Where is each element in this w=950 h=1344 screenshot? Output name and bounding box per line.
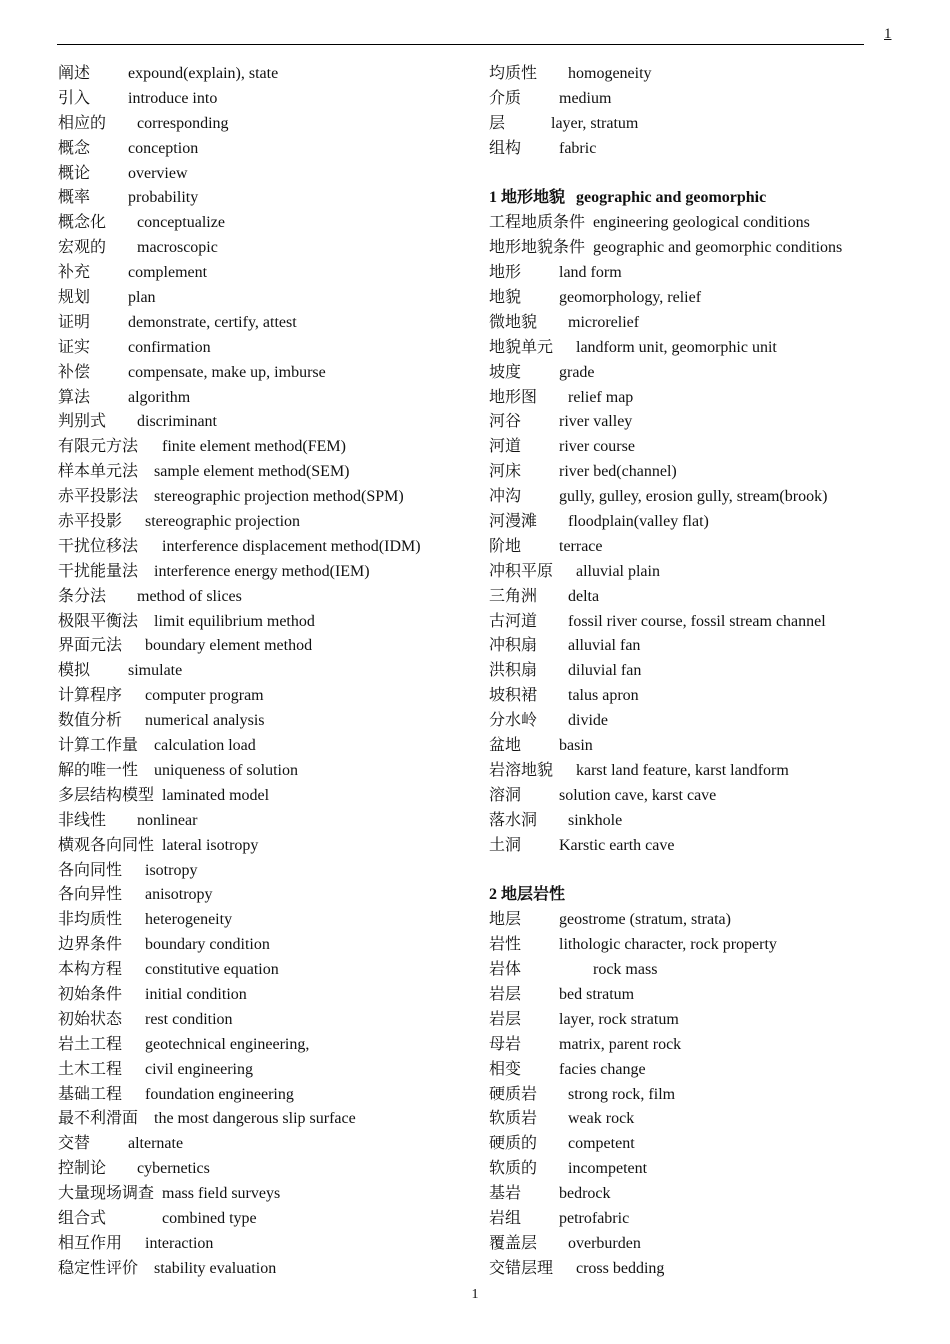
glossary-entry [58,709,478,734]
glossary-entry [489,460,929,485]
footer-page-number: 1 [471,1287,479,1302]
term-chinese: 岩组 [489,1209,522,1227]
term-english: talus apron [568,687,639,705]
glossary-entry [58,1182,478,1207]
glossary-entry [58,1257,478,1282]
term-chinese: 基岩 [489,1185,522,1203]
term-english: civil engineering [145,1060,253,1078]
term-english: solution cave, karst cave [559,786,717,804]
term-chinese: 河床 [489,463,522,481]
glossary-entry [58,585,478,610]
glossary-entry [489,859,929,884]
glossary-entry [489,162,929,187]
glossary-entry [58,87,478,112]
term-english: sinkhole [568,811,623,829]
term-english: boundary element method [145,637,313,655]
term-english: interference energy method(IEM) [154,562,370,580]
glossary-entry [489,62,929,87]
term-chinese: 补充 [58,264,91,282]
glossary-entry [489,1132,929,1157]
term-chinese: 岩溶地貌 [489,761,554,779]
glossary-entry [489,336,929,361]
term-english: engineering geological conditions [593,214,810,232]
term-chinese: 交错层理 [489,1259,554,1277]
glossary-entry [489,809,929,834]
glossary-entry [58,112,478,137]
glossary-entry [58,859,478,884]
glossary-entry [58,883,478,908]
term-english: delta [568,587,600,605]
term-chinese: 阶地 [489,537,522,555]
glossary-entry [489,1083,929,1108]
term-english: rock mass [593,961,658,979]
term-chinese: 岩层 [489,985,522,1003]
term-english: introduce into [128,89,218,107]
glossary-entry [489,112,929,137]
term-chinese: 土洞 [489,836,522,854]
term-chinese: 界面元法 [58,637,123,655]
term-english: matrix, parent rock [559,1035,682,1053]
term-english: incompetent [568,1160,648,1178]
term-chinese: 地貌单元 [489,338,554,356]
glossary-entry [58,485,478,510]
term-chinese: 规划 [58,289,91,307]
term-chinese: 地层 [489,911,522,929]
term-chinese: 岩体 [489,961,522,979]
term-english: conceptualize [137,214,225,232]
term-chinese: 地形地貌条件 [489,239,586,257]
glossary-entry [489,386,929,411]
glossary-entry [58,784,478,809]
term-english: river course [559,438,635,456]
term-english: river valley [559,413,633,431]
glossary-entry [489,1008,929,1033]
glossary-entry [58,510,478,535]
term-chinese: 概论 [58,164,91,182]
glossary-entry [58,908,478,933]
term-english: stereographic projection method(SPM) [154,488,404,506]
term-english: computer program [145,687,264,705]
glossary-entry [489,361,929,386]
glossary-entry [58,983,478,1008]
glossary-entry [489,410,929,435]
glossary-entry [489,1033,929,1058]
term-chinese: 证明 [58,313,91,331]
glossary-entry [58,361,478,386]
glossary-entry [489,137,929,162]
term-chinese: 地形 [489,264,522,282]
term-english: interaction [145,1234,214,1252]
glossary-entry [58,162,478,187]
glossary-entry [58,286,478,311]
term-english: alluvial fan [568,637,641,655]
term-chinese: 分水岭 [489,712,538,730]
glossary-entry [489,236,929,261]
glossary-entry [58,211,478,236]
term-english: basin [559,737,593,755]
term-chinese: 河漫滩 [489,513,538,531]
term-chinese: 最不利滑面 [58,1110,139,1128]
glossary-entry [58,834,478,859]
term-english: layer, stratum [551,114,639,132]
glossary-entry [489,311,929,336]
term-chinese: 母岩 [489,1035,522,1053]
glossary-entry [489,560,929,585]
term-english: algorithm [128,388,191,406]
right-glossary-column [489,62,929,1282]
term-chinese: 岩性 [489,936,522,954]
glossary-entry [489,634,929,659]
glossary-entry [58,386,478,411]
term-chinese: 基础工程 [58,1085,123,1103]
term-chinese: 相变 [489,1060,522,1078]
term-chinese: 介质 [489,89,522,107]
term-english: microrelief [568,313,640,331]
term-chinese: 土木工程 [58,1060,123,1078]
term-chinese: 河道 [489,438,522,456]
glossary-entry [489,211,929,236]
glossary-entry [58,62,478,87]
term-chinese: 本构方程 [58,961,123,979]
glossary-entry [489,510,929,535]
term-chinese: 模拟 [58,662,91,680]
term-chinese: 组合式 [58,1209,107,1227]
term-english: mass field surveys [162,1185,281,1203]
glossary-entry [489,734,929,759]
term-chinese: 地形图 [489,388,538,406]
glossary-entry [489,759,929,784]
term-english: combined type [162,1209,257,1227]
header-page-number: 1 [884,26,892,42]
glossary-entry [489,933,929,958]
term-english: terrace [559,537,603,555]
term-chinese: 各向同性 [58,861,123,879]
term-english: floodplain(valley flat) [568,513,709,531]
term-chinese: 冲积扇 [489,637,538,655]
term-chinese: 落水洞 [489,811,538,829]
glossary-entry [58,336,478,361]
term-chinese: 覆盖层 [489,1234,538,1252]
glossary-entry [489,659,929,684]
term-english: laminated model [162,786,270,804]
glossary-entry [489,1058,929,1083]
glossary-entry [58,560,478,585]
term-english: fabric [559,139,597,157]
glossary-entry [58,933,478,958]
term-english: fossil river course, fossil stream channel [568,612,826,630]
term-chinese: 初始状态 [58,1010,123,1028]
term-english: relief map [568,388,634,406]
term-chinese: 三角洲 [489,587,538,605]
term-english: facies change [559,1060,646,1078]
term-chinese: 有限元方法 [58,438,139,456]
glossary-entry [58,435,478,460]
term-english: river bed(channel) [559,463,677,481]
term-english: simulate [128,662,183,680]
term-english: layer, rock stratum [559,1010,679,1028]
term-english: landform unit, geomorphic unit [576,338,777,356]
glossary-entry [489,709,929,734]
glossary-entry [489,983,929,1008]
term-chinese: 样本单元法 [58,463,139,481]
term-chinese: 判别式 [58,413,107,431]
glossary-entry [489,1257,929,1282]
term-chinese: 横观各向同性 [58,836,155,854]
term-chinese: 坡积裙 [489,687,538,705]
term-chinese: 硬质岩 [489,1085,538,1103]
term-chinese: 多层结构模型 [58,786,155,804]
term-english: demonstrate, certify, attest [128,313,297,331]
term-chinese: 数值分析 [58,712,123,730]
term-english: complement [128,264,208,282]
glossary-entry [489,958,929,983]
term-chinese: 宏观的 [58,239,107,257]
term-chinese: 概念 [58,139,91,157]
term-chinese: 交替 [58,1135,91,1153]
term-english: homogeneity [568,65,652,82]
term-english: isotropy [145,861,198,879]
glossary-entry [489,784,929,809]
term-english: geographic and geomorphic conditions [593,239,843,257]
glossary-entry [58,1132,478,1157]
term-english: stability evaluation [154,1259,277,1277]
term-chinese: 组构 [489,139,522,157]
term-english: gully, gulley, erosion gully, stream(brook) [559,488,828,506]
term-english: plan [128,289,156,307]
term-chinese: 边界条件 [58,936,123,954]
term-chinese: 赤平投影 [58,513,123,531]
term-english: uniqueness of solution [154,761,298,779]
term-chinese: 非均质性 [58,911,123,929]
term-chinese: 引入 [58,89,91,107]
term-english: lithologic character, rock property [559,936,777,954]
glossary-entry [58,958,478,983]
glossary-entry [58,261,478,286]
term-english: probability [128,189,199,207]
term-chinese: 冲积平原 [489,562,554,580]
glossary-entry [489,610,929,635]
term-chinese: 河谷 [489,413,522,431]
term-english: diluvial fan [568,662,642,680]
term-english: interference displacement method(IDM) [162,537,421,555]
term-chinese: 计算程序 [58,687,123,705]
term-english: expound(explain), state [128,65,279,82]
term-english: cybernetics [137,1160,210,1178]
term-english: sample element method(SEM) [154,463,350,481]
term-english: lateral isotropy [162,836,259,854]
term-chinese: 古河道 [489,612,538,630]
term-chinese: 硬质的 [489,1135,538,1153]
glossary-entry [58,610,478,635]
glossary-entry [58,236,478,261]
glossary-entry [58,734,478,759]
glossary-entry [489,87,929,112]
glossary-entry [58,1033,478,1058]
glossary-entry [58,1232,478,1257]
term-chinese: 干扰位移法 [58,537,139,555]
term-english: weak rock [568,1110,635,1128]
term-chinese: 条分法 [58,587,107,605]
glossary-entry [58,634,478,659]
glossary-entry [58,535,478,560]
glossary-entry [58,410,478,435]
glossary-entry [58,1207,478,1232]
glossary-entry [489,435,929,460]
term-english: petrofabric [559,1209,630,1227]
glossary-entry [58,1083,478,1108]
term-english: discriminant [137,413,217,431]
glossary-entry [489,1232,929,1257]
term-english: nonlinear [137,811,198,829]
term-chinese: 概率 [58,189,91,207]
glossary-entry [58,460,478,485]
term-chinese: 大量现场调查 [58,1185,155,1203]
glossary-entry [58,1107,478,1132]
term-english: grade [559,363,595,381]
term-english: finite element method(FEM) [162,438,346,456]
term-english: boundary condition [145,936,270,954]
term-english: rest condition [145,1010,233,1028]
glossary-entry [58,659,478,684]
term-chinese: 非线性 [58,811,107,829]
term-english: Karstic earth cave [559,836,675,854]
term-chinese: 阐述 [58,65,91,82]
term-chinese: 冲沟 [489,488,522,506]
glossary-entry [58,1157,478,1182]
glossary-entry [489,1207,929,1232]
term-english: karst land feature, karst landform [576,761,789,779]
term-english: initial condition [145,985,247,1003]
term-chinese: 1 地形地貌 [489,189,566,207]
term-english: bedrock [559,1185,611,1203]
term-english: alternate [128,1135,184,1153]
term-chinese: 坡度 [489,363,522,381]
glossary-entry [58,1008,478,1033]
term-english: macroscopic [137,239,218,257]
header-rule [57,44,864,45]
term-english: corresponding [137,114,229,132]
glossary-entry [58,759,478,784]
term-chinese: 洪积扇 [489,662,538,680]
term-chinese: 干扰能量法 [58,562,139,580]
term-chinese: 算法 [58,388,91,406]
glossary-entry [58,186,478,211]
glossary-entry [58,684,478,709]
term-english: method of slices [137,587,242,605]
term-chinese: 计算工作量 [58,737,139,755]
term-chinese: 控制论 [58,1160,107,1178]
term-english: medium [559,89,612,107]
term-chinese: 证实 [58,338,91,356]
term-chinese: 地貌 [489,289,522,307]
term-chinese: 软质岩 [489,1110,538,1128]
glossary-entry [58,137,478,162]
term-english: stereographic projection [145,513,301,531]
term-english: divide [568,712,608,730]
term-chinese: 初始条件 [58,985,123,1003]
glossary-entry [489,834,929,859]
term-english: limit equilibrium method [154,612,315,630]
term-english: calculation load [154,737,256,755]
glossary-entry [489,286,929,311]
term-chinese: 盆地 [489,737,522,755]
term-english: geotechnical engineering, [145,1035,310,1053]
term-chinese: 层 [489,114,506,132]
glossary-entry [489,684,929,709]
term-chinese: 相应的 [58,114,107,132]
term-english: overburden [568,1234,641,1252]
term-english: strong rock, film [568,1085,676,1103]
term-english: cross bedding [576,1259,665,1277]
term-english: geomorphology, relief [559,289,702,307]
glossary-entry [489,261,929,286]
term-chinese: 微地貌 [489,313,538,331]
glossary-entry [489,1182,929,1207]
glossary-entry [58,1058,478,1083]
term-english: compensate, make up, imburse [128,363,326,381]
term-english: numerical analysis [145,712,265,730]
term-chinese: 2 地层岩性 [489,886,566,904]
section-heading [489,883,929,908]
term-english: bed stratum [559,985,635,1003]
term-chinese: 相互作用 [58,1234,123,1252]
term-chinese: 溶洞 [489,786,522,804]
term-english: land form [559,264,622,282]
term-chinese: 解的唯一性 [58,761,139,779]
term-english: anisotropy [145,886,213,904]
glossary-entry [489,535,929,560]
term-english: conception [128,139,199,157]
term-chinese: 稳定性评价 [58,1259,139,1277]
glossary-entry [489,585,929,610]
glossary-entry [489,1107,929,1132]
term-english: overview [128,164,188,182]
section-heading [489,186,929,211]
term-chinese: 概念化 [58,214,107,232]
term-english: constitutive equation [145,961,279,979]
term-chinese: 工程地质条件 [489,214,586,232]
term-english: geographic and geomorphic [576,189,767,207]
term-chinese: 各向异性 [58,886,123,904]
glossary-entry [58,809,478,834]
term-chinese: 软质的 [489,1160,538,1178]
term-english: the most dangerous slip surface [154,1110,356,1128]
term-english: alluvial plain [576,562,660,580]
term-english: geostrome (stratum, strata) [559,911,731,929]
term-english: heterogeneity [145,911,233,929]
term-english: confirmation [128,338,211,356]
term-chinese: 极限平衡法 [58,612,139,630]
term-chinese: 补偿 [58,363,91,381]
glossary-entry [489,908,929,933]
term-english: competent [568,1135,635,1153]
left-glossary-column [58,62,478,1282]
term-chinese: 岩层 [489,1010,522,1028]
term-chinese: 均质性 [489,65,538,82]
glossary-entry [489,1157,929,1182]
glossary-entry [489,485,929,510]
term-chinese: 赤平投影法 [58,488,139,506]
term-chinese: 岩土工程 [58,1035,123,1053]
term-english: foundation engineering [145,1085,294,1103]
glossary-entry [58,311,478,336]
